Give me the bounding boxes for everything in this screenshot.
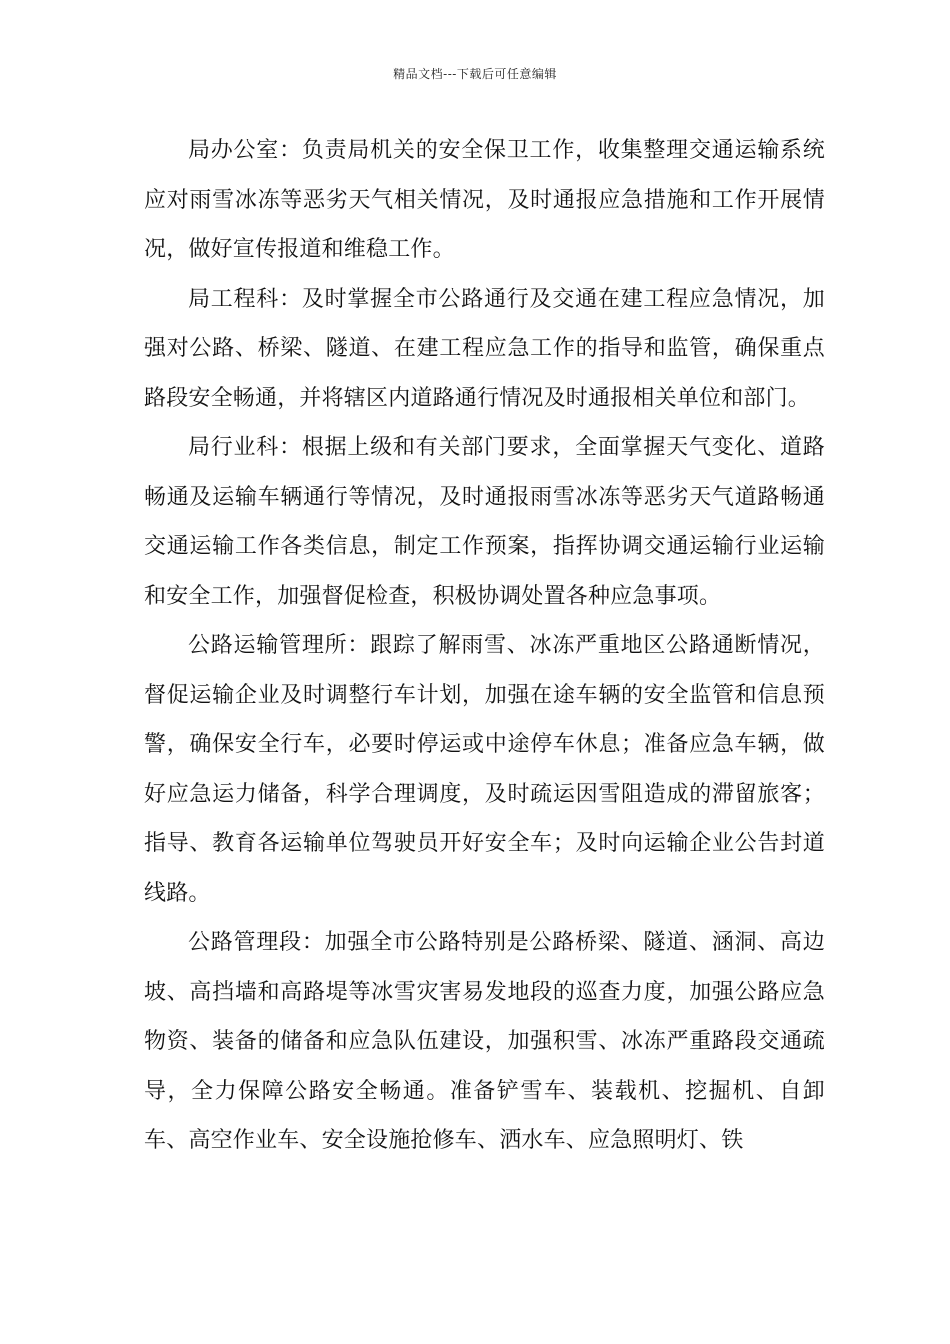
document-body	[144, 126, 825, 1166]
paragraph-road-transport: 公路运输管理所：跟踪了解雨雪、冰冻严重地区公路通断情况，督促运输企业及时调整行车计划，加强在途车辆的安全监管和信息预警，确保安全行车，必要时停运或中途停车休息；准备应急车辆，做好应急运力储备，科学合理调度，及时疏运因雪阻造成的滞留旅客；指导、教育各运输单位驾驶员开好安全车；及时向运输企业公告封道线路。	[144, 633, 825, 906]
page-header: 精品文档---下载后可任意编辑	[393, 67, 557, 81]
paragraph-industry: 局行业科：根据上级和有关部门要求，全面掌握天气变化、道路畅通及运输车辆通行等情况，及时通报雨雪冰冻等恶劣天气道路畅通交通运输工作各类信息，制定工作预案，指挥协调交通运输行业运输和安全工作，加强督促检查，积极协调处置各种应急事项。	[144, 435, 825, 609]
paragraph-office: 局办公室：负责局机关的安全保卫工作，收集整理交通运输系统应对雨雪冰冻等恶劣天气相关情况，及时通报应急措施和工作开展情况，做好宣传报道和维稳工作。	[144, 138, 825, 262]
paragraph-engineering: 局工程科：及时掌握全市公路通行及交通在建工程应急情况，加强对公路、桥梁、隧道、在建工程应急工作的指导和监管，确保重点路段安全畅通，并将辖区内道路通行情况及时通报相关单位和部门。	[144, 286, 825, 411]
paragraph-highway-management: 公路管理段：加强全市公路特别是公路桥梁、隧道、涵洞、高边坡、高挡墙和高路堤等冰雪灾害易发地段的巡查力度，加强公路应急物资、装备的储备和应急队伍建设，加强积雪、冰冻严重路段交通疏导，全力保障公路安全畅通。准备铲雪车、装载机、挖掘机、自卸车、高空作业车、安全设施抢修车、洒水车、应急照明灯、铁	[144, 930, 825, 1153]
